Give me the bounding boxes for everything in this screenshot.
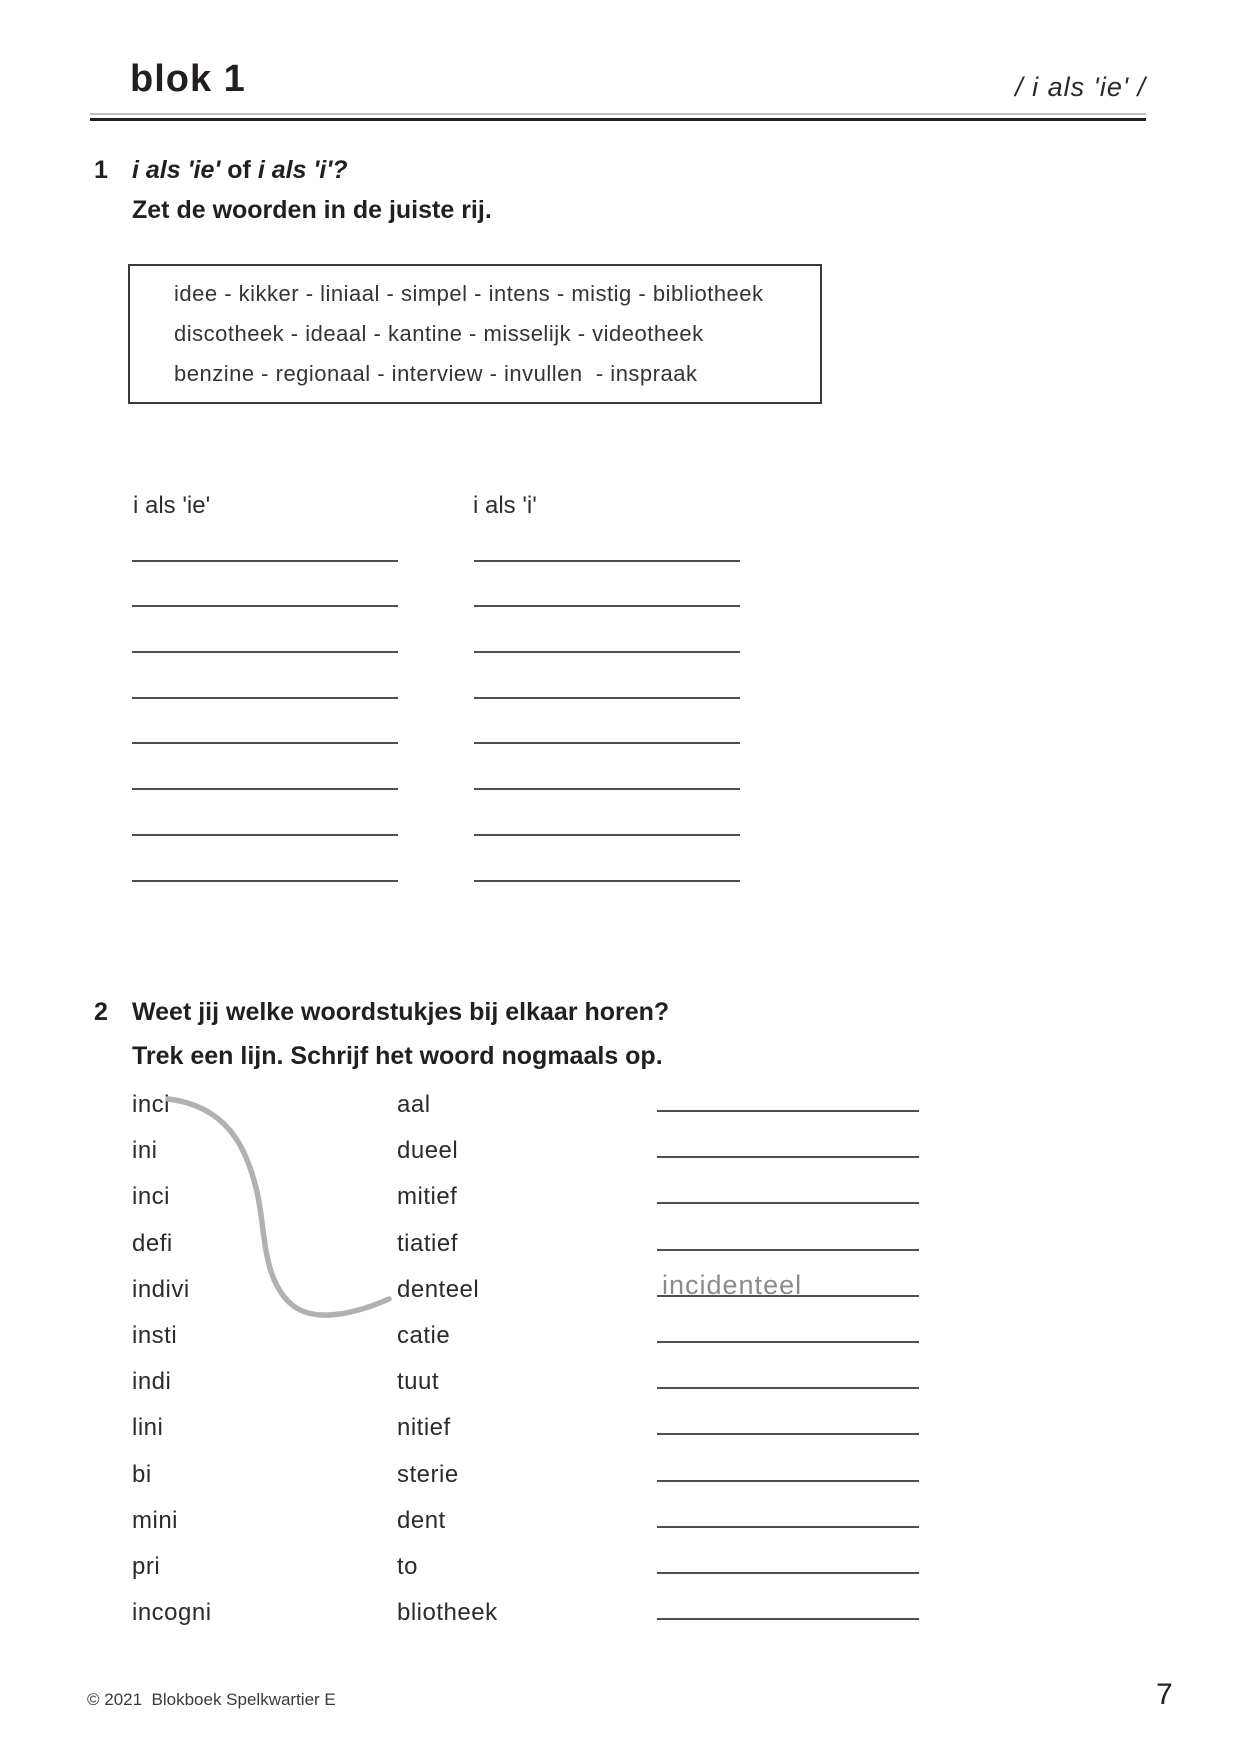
topic-label: / i als 'ie' / bbox=[1015, 72, 1146, 102]
exercise1-title-connector: of bbox=[220, 156, 258, 184]
column-header-ie: i als 'ie' bbox=[133, 492, 211, 519]
ex1-answer-line[interactable] bbox=[474, 836, 740, 882]
ex2-answer-line[interactable] bbox=[657, 1168, 919, 1204]
word-part-right[interactable]: tiatief bbox=[397, 1229, 458, 1257]
answer-column-ie bbox=[132, 516, 398, 882]
word-bank-line: discotheek - ideaal - kantine - misselijk - videotheek bbox=[174, 321, 704, 346]
word-part-right[interactable]: mitief bbox=[397, 1183, 458, 1211]
word-part-left[interactable]: insti bbox=[132, 1322, 178, 1350]
ex2-answer-line[interactable] bbox=[657, 1076, 919, 1112]
word-part-right[interactable]: tuut bbox=[397, 1368, 440, 1396]
exercise1-title-part1: i als 'ie' bbox=[132, 156, 221, 184]
word-part-right[interactable]: dueel bbox=[397, 1137, 459, 1165]
ex2-answer-line[interactable] bbox=[657, 1584, 919, 1620]
header-rule bbox=[90, 118, 1146, 121]
word-part-left[interactable]: inci bbox=[132, 1183, 171, 1211]
word-part-right[interactable]: to bbox=[397, 1552, 419, 1580]
word-part-left[interactable]: incogni bbox=[132, 1599, 212, 1627]
ex1-answer-line[interactable] bbox=[132, 516, 398, 562]
word-match-row bbox=[132, 1590, 922, 1636]
exercise1-instruction: Zet de woorden in de juiste rij. bbox=[132, 196, 492, 224]
word-part-left[interactable]: bi bbox=[132, 1460, 152, 1488]
exercise2-number: 2 bbox=[94, 998, 108, 1026]
word-part-right[interactable]: nitief bbox=[397, 1414, 451, 1442]
ex2-answer-line[interactable] bbox=[657, 1215, 919, 1251]
word-part-left[interactable]: lini bbox=[132, 1414, 164, 1442]
word-part-right[interactable]: sterie bbox=[397, 1460, 459, 1488]
word-part-left[interactable]: inci bbox=[132, 1091, 171, 1119]
column-header-i: i als 'i' bbox=[473, 492, 537, 519]
ex2-answer-line[interactable] bbox=[657, 1399, 919, 1435]
word-part-left[interactable]: indivi bbox=[132, 1275, 190, 1303]
word-part-left[interactable]: indi bbox=[132, 1368, 172, 1396]
word-part-left[interactable]: ini bbox=[132, 1137, 158, 1165]
word-match-list bbox=[132, 1082, 922, 1636]
handwritten-answer: incidenteel bbox=[662, 1270, 803, 1301]
word-part-right[interactable]: catie bbox=[397, 1322, 451, 1350]
header-rule-light bbox=[90, 113, 1146, 115]
ex1-answer-line[interactable] bbox=[474, 744, 740, 790]
ex1-answer-line[interactable] bbox=[474, 607, 740, 653]
ex1-answer-line[interactable] bbox=[474, 790, 740, 836]
ex1-answer-line[interactable] bbox=[132, 790, 398, 836]
ex2-answer-line[interactable] bbox=[657, 1122, 919, 1158]
word-part-right[interactable]: bliotheek bbox=[397, 1599, 498, 1627]
word-bank-line: idee - kikker - liniaal - simpel - intens - mistig - bibliotheek bbox=[174, 281, 764, 306]
ex1-answer-line[interactable] bbox=[132, 653, 398, 699]
ex2-answer-line[interactable] bbox=[657, 1307, 919, 1343]
word-part-left[interactable]: pri bbox=[132, 1552, 161, 1580]
word-part-right[interactable]: aal bbox=[397, 1091, 431, 1119]
ex2-answer-line[interactable] bbox=[657, 1492, 919, 1528]
ex2-answer-line[interactable] bbox=[657, 1261, 919, 1301]
ex2-answer-line[interactable] bbox=[657, 1446, 919, 1482]
exercise1-title-part2: i als 'i'? bbox=[257, 156, 348, 184]
exercise2-title: Weet jij welke woordstukjes bij elkaar horen? bbox=[132, 998, 670, 1026]
word-bank-line: benzine - regionaal - interview - invullen - inspraak bbox=[174, 361, 698, 386]
word-part-left[interactable]: defi bbox=[132, 1229, 173, 1257]
ex1-answer-line[interactable] bbox=[474, 653, 740, 699]
ex1-answer-line[interactable] bbox=[132, 836, 398, 882]
word-part-right[interactable]: denteel bbox=[397, 1275, 480, 1303]
answer-column-i bbox=[474, 516, 740, 882]
ex1-answer-line[interactable] bbox=[132, 562, 398, 608]
ex1-answer-line[interactable] bbox=[474, 699, 740, 745]
ex1-answer-line[interactable] bbox=[132, 699, 398, 745]
page-title: blok 1 bbox=[130, 58, 246, 100]
ex1-answer-line[interactable] bbox=[132, 607, 398, 653]
page-number: 7 bbox=[1156, 1678, 1173, 1711]
ex2-answer-line[interactable] bbox=[657, 1538, 919, 1574]
ex1-answer-line[interactable] bbox=[474, 562, 740, 608]
word-part-right[interactable]: dent bbox=[397, 1506, 446, 1534]
ex2-answer-line[interactable] bbox=[657, 1353, 919, 1389]
ex1-answer-line[interactable] bbox=[132, 744, 398, 790]
exercise2-instruction: Trek een lijn. Schrijf het woord nogmaals op. bbox=[132, 1042, 663, 1070]
word-bank-box bbox=[128, 264, 822, 404]
exercise1-number: 1 bbox=[94, 156, 108, 184]
exercise1-title bbox=[132, 156, 348, 185]
ex1-answer-line[interactable] bbox=[474, 516, 740, 562]
word-part-left[interactable]: mini bbox=[132, 1506, 179, 1534]
copyright-text: © 2021 Blokboek Spelkwartier E bbox=[87, 1690, 336, 1709]
